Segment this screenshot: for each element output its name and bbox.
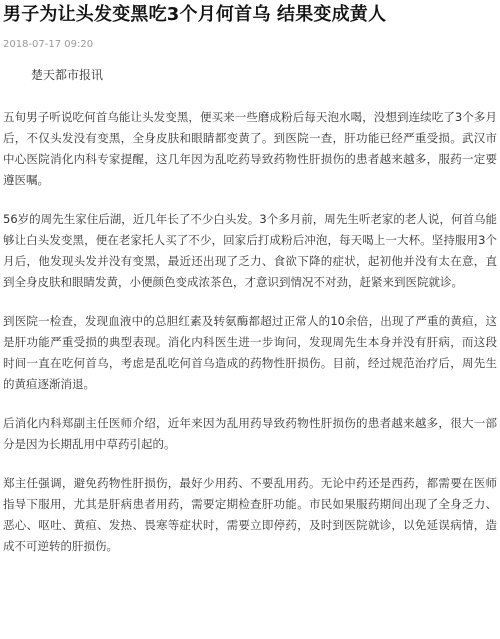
article-paragraph-3: 到医院一检查，发现血液中的总胆红素及转氨酶都超过正常人的10余倍，出现了严重的黄疸，这是肝功能严重受损的典型表现。消化内科医生进一步询问，发现周先生本身并没有肝病，而这段时间一直在吃何首乌，考虑是乱吃何首乌造成的药物性肝损伤。目前，经过规范治疗后，周先生的黄疸逐渐消退。 (3, 314, 497, 391)
publish-datetime: 2018-07-17 09:20 (3, 39, 94, 50)
article-paragraph-5: 郑主任强调，避免药物性肝损伤，最好少用药、不要乱用药。无论中药还是西药，都需要在医师指导下服用，尤其是肝病患者用药，需要定期检查肝功能。市民如果服药期间出现了全身乏力、恶心、呕吐、黄疸、发热、畏寒等症状时，需要立即停药，及时到医院就诊，以免延误病情，造成不可逆转的肝损伤。 (3, 476, 497, 553)
article-title: 男子为让头发变黑吃3个月何首乌 结果变成黄人 (3, 4, 387, 25)
article-paragraph-2: 56岁的周先生家住后湖，近几年长了不少白头发。3个多月前，周先生听老家的老人说，何首乌能够让白头发变黑，便在老家托人买了不少，回家后打成粉后冲泡，每天喝上一大杯。坚持服用3个月后，他发现头发并没有变黑，最近还出现了乏力、食欲下降的症状，起初他并没有太在意，直到全身皮肤和眼睛发黄，小便颜色变成浓茶色，才意识到情况不对劲，赶紧来到医院就诊。 (3, 212, 497, 289)
news-source: 楚天都市报讯 (31, 68, 104, 82)
article-paragraph-1: 五旬男子听说吃何首乌能让头发变黑，便买来一些磨成粉后每天泡水喝，没想到连续吃了3个多月后，不仅头发没有变黑，全身皮肤和眼睛都变黄了。到医院一查，肝功能已经严重受损。武汉市中心医院消化内科专家提醒，这几年因为乱吃药导致药物性肝损伤的患者越来越多，服药一定要遵医嘱。 (3, 110, 497, 187)
article-paragraph-4: 后消化内科郑副主任医师介绍，近年来因为乱用药导致药物性肝损伤的患者越来越多，很大一部分是因为长期乱用中草药引起的。 (3, 416, 497, 451)
